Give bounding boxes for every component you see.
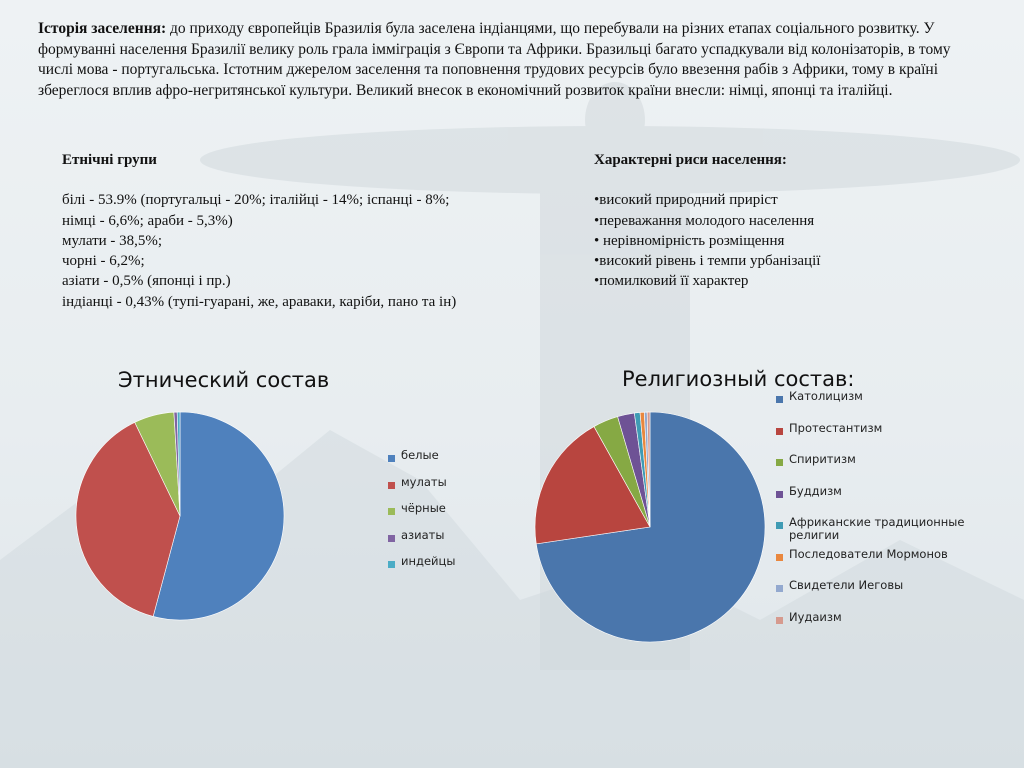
ethnic-legend-label: чёрные [401, 501, 446, 515]
religion-legend-swatch [776, 491, 783, 498]
religion-chart-title: Религиозный состав: [622, 367, 855, 391]
religion-legend-label: Свидетели Иеговы [789, 578, 904, 592]
religion-legend-swatch [776, 585, 783, 592]
religion-legend-label: Африканские традиционные религии [789, 515, 965, 542]
religion-legend-swatch [776, 396, 783, 403]
religion-legend-swatch [776, 428, 783, 435]
trait-item: •високий рівень і темпи урбанізації [594, 253, 821, 270]
religion-legend-swatch [776, 554, 783, 561]
religion-legend-label: Протестантизм [789, 420, 883, 435]
ethnic-line: індіанці - 0,43% (тупі-гуарані, же, араваки, каріби, пано та ін) [62, 293, 457, 310]
religion-legend-label: Буддизм [789, 483, 842, 498]
ethnic-line: білі - 53.9% (португальці - 20%; італійці - 14%; іспанці - 8%; [62, 192, 450, 209]
ethnic-legend-swatch [388, 535, 395, 542]
history-heading: Історія заселення: [38, 20, 167, 37]
ethnic-line: чорні - 6,2%; [62, 253, 145, 270]
ethnic-pie-chart [75, 411, 285, 621]
religion-legend-label: Католицизм [789, 389, 863, 403]
ethnic-groups-heading: Етнічні групи [62, 152, 157, 168]
ethnic-legend-swatch [388, 561, 395, 568]
history-paragraph [38, 19, 988, 101]
religion-legend-swatch [776, 459, 783, 466]
ethnic-line: німці - 6,6%; араби - 5,3%) [62, 212, 233, 229]
ethnic-legend-label: белые [401, 448, 439, 462]
ethnic-line: мулати - 38,5%; [62, 232, 163, 249]
ethnic-legend-label: мулаты [401, 474, 447, 489]
ethnic-chart-title: Этнический состав [118, 368, 330, 392]
ethnic-legend-swatch [388, 455, 395, 462]
ethnic-groups-block [62, 150, 532, 312]
trait-item: •високий природний приріст [594, 192, 778, 209]
ethnic-legend-label: индейцы [401, 554, 456, 568]
population-traits-heading: Характерні риси населення: [594, 152, 787, 168]
ethnic-legend-label: азиаты [401, 527, 445, 542]
religion-legend-label: Спиритизм [789, 452, 856, 466]
ethnic-line: азіати - 0,5% (японці і пр.) [62, 273, 231, 290]
trait-item: •помилковий її характер [594, 273, 749, 290]
religion-legend-label: Последователи Мормонов [789, 546, 948, 561]
ethnic-legend-swatch [388, 508, 395, 515]
history-text: до приходу європейців Бразилія була заселена індіанцями, що перебували на різних етапах соціального розвитку. У формуванні населення Бразилії велику роль грала імміграція з Європи та Африки. Бразильці багато успадкували від колонізаторів, в тому числі мова - португальська. Істотним джерелом заселення та поповнення трудових ресурсів було ввезення рабів з Африки, тому в країні збереглося вплив афро-негритянської культури. Великий внесок в економічний розвиток країни внесли: німці, японці та італійці. [38, 20, 951, 99]
religion-legend-swatch [776, 522, 783, 529]
religion-pie-chart [534, 411, 766, 643]
population-traits-block [594, 150, 974, 292]
religion-legend-label: Иудаизм [789, 609, 842, 624]
religion-legend-swatch [776, 617, 783, 624]
trait-item: • нерівномірність розміщення [594, 232, 785, 249]
trait-item: •переважання молодого населення [594, 212, 815, 229]
ethnic-legend-swatch [388, 482, 395, 489]
